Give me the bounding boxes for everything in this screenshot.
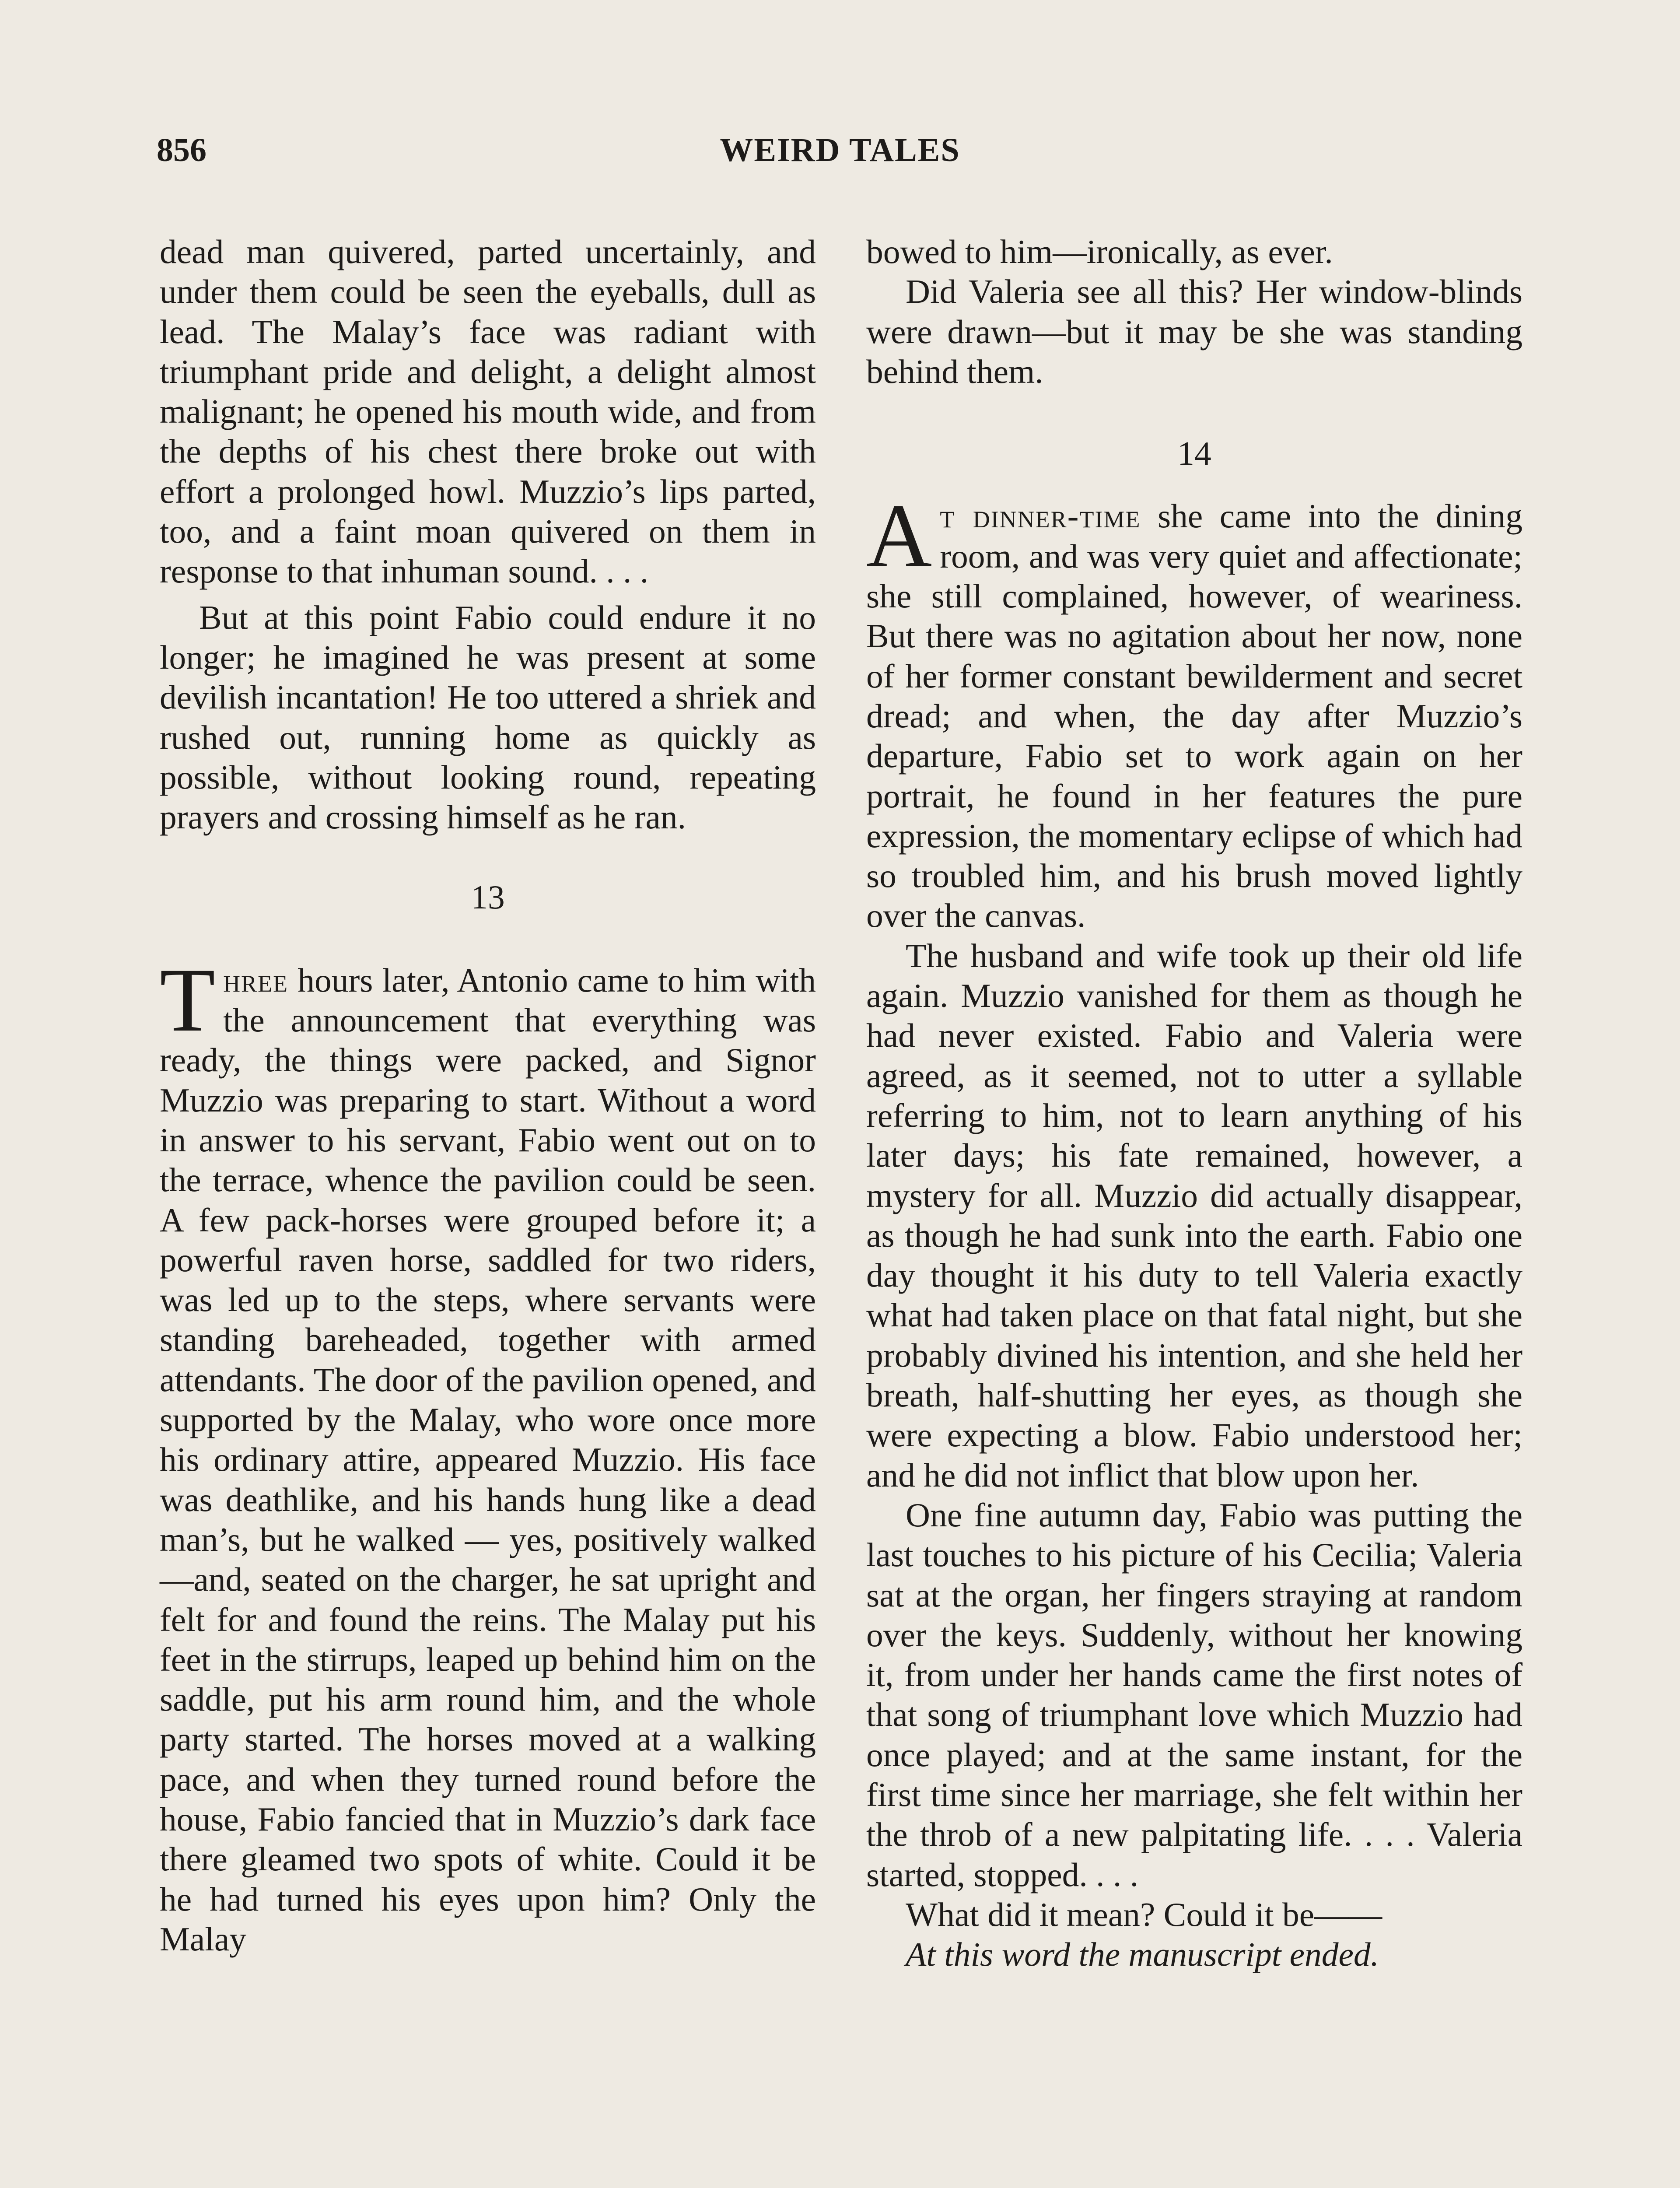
paragraph-body: hours later, Antonio came to him with the announcement that everything was ready, the things were packed, and Signor Muzzio was preparing to start. Without a word in answer to his servant, Fabio went out on to the terrace, whence the pavilion could be seen. A few pack-horses were grouped before it; a powerful raven horse, saddled for two riders, was led up to the steps, where servants were standing bareheaded, together with armed attendants. The door of the pavilion opened, and supported by the Malay, who wore once more his ordinary attire, appeared Muzzio. His face was deathlike, and his hands hung like a dead man’s, but he walked — yes, positively walked—and, seated on the charger, he sat upright and felt for and found the reins. The Malay put his feet in the stirrups, leaped up behind him on the saddle, put his arm round him, and the whole party started. The horses moved at a walking pace, and when they turned round before the house, Fabio fancied that in Muzzio’s dark face there gleamed two spots of white. Could it be he had turned his eyes upon him? Only the Malay [160,961,816,1958]
small-caps-lead: hree [223,961,289,999]
section-number: 13 [471,878,505,916]
closing-line: At this word the manuscript ended. [906,1936,1379,1974]
paragraph: Did Valeria see all this? Her window-blinds were drawn—but it may be she was standing behind them. [866,273,1522,390]
paragraph: dead man quivered, parted uncertainly, and under them could be seen the eyeballs, dull as lead. The Malay’s face was radiant with triumphant pride and delight, a delight almost malignant; he opened his mouth wide, and from the depths of his chest there broke out with effort a prolonged howl. Muzzio’s lips parted, too, and a faint moan quivered on them in response to that inhuman sound. . . . [160,233,816,590]
small-caps-lead: t dinner-time [940,497,1141,535]
drop-cap: T [160,949,216,1050]
section-number: 14 [1177,435,1211,473]
paragraph-body: she came into the dining room, and was very quiet and affectionate; she still complained, however, of weariness. But there was no agitation about her now, none of her former constant bewilderment and secret dread; and when, the day after Muzzio’s departure, Fabio set to work again on her portrait, he found in her features the pure expression, the momentary eclipse of which had so troubled him, and his brush moved lightly over the canvas. [866,497,1522,935]
drop-cap: A [866,485,932,586]
section-opening-paragraph [160,949,816,1959]
paragraph: bowed to him—ironically, as ever. [866,233,1333,270]
paragraph: One fine autumn day, Fabio was putting the last touches to his picture of his Cecilia; Valeria sat at the organ, her fingers straying at random over the keys. Suddenly, without her knowing it, from under her hands came the first notes of that song of triumphant love which Muzzio had once played; and at the same instant, for the first time since her marriage, she felt within her the throb of a new palpitating life. . . . Valeria started, stopped. . . . [866,1496,1522,1893]
paragraph: What did it mean? Could it be—— [906,1895,1382,1933]
right-text-column [866,232,1522,1974]
paragraph: But at this point Fabio could endure it no longer; he imagined he was present at some devilish incantation! He too uttered a shriek and rushed out, running home as quickly as possible, without looking round, repeating prayers and crossing himself as he ran. [160,598,816,836]
page-number: 856 [157,132,206,168]
paragraph: The husband and wife took up their old life again. Muzzio vanished for them as though he had never existed. Fabio and Valeria were agreed, as it seemed, not to utter a syllable referring to him, not to learn anything of his later days; his fate remained, however, a mystery for all. Muzzio did actually disappear, as though he had sunk into the earth. Fabio one day thought it his duty to tell Valeria exactly what had taken place on that fatal night, but she probably divined his intention, and she held her breath, half-shutting her eyes, as though she were expecting a blow. Fabio understood her; and he did not inflict that blow upon her. [866,936,1522,1494]
section-opening-paragraph [866,485,1522,936]
left-text-column [160,232,816,1959]
running-head-title: WEIRD TALES [720,132,960,168]
